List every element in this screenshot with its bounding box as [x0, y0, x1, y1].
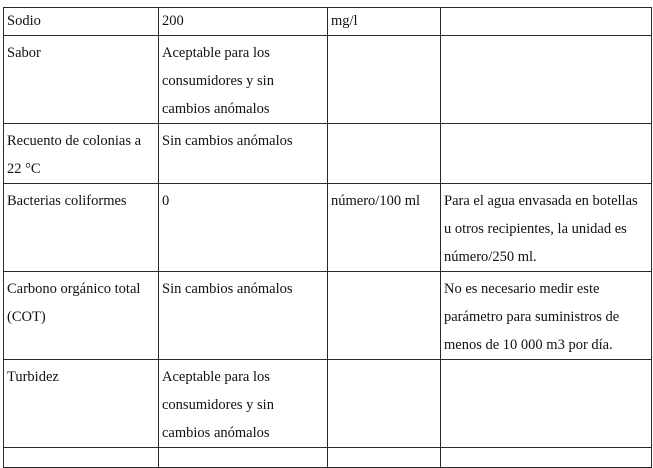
- value-cell: 0: [159, 184, 328, 272]
- unit-cell: [328, 360, 441, 448]
- parameter-cell: Turbidez: [4, 360, 159, 448]
- value-cell: Aceptable para los consumidores y sin cambios anómalos: [159, 36, 328, 124]
- value-cell: Sin cambios anómalos: [159, 272, 328, 360]
- table-row: [4, 448, 652, 468]
- note-cell: [441, 124, 652, 184]
- note-cell: No es necesario medir este parámetro para suministros de menos de 10 000 m3 por día.: [441, 272, 652, 360]
- parameter-cell: Sabor: [4, 36, 159, 124]
- table-row: [4, 272, 652, 360]
- unit-cell: [328, 124, 441, 184]
- parameter-cell: [4, 448, 159, 468]
- unit-cell: [328, 448, 441, 468]
- parameter-cell: Bacterias coliformes: [4, 184, 159, 272]
- table-row: [4, 184, 652, 272]
- parameter-cell: Sodio: [4, 8, 159, 36]
- unit-cell: [328, 272, 441, 360]
- note-cell: [441, 448, 652, 468]
- table-row: [4, 36, 652, 124]
- note-cell: [441, 360, 652, 448]
- unit-cell: mg/l: [328, 8, 441, 36]
- table-row: [4, 124, 652, 184]
- table-row: [4, 360, 652, 448]
- parameter-cell: Recuento de colonias a 22 °C: [4, 124, 159, 184]
- value-cell: Aceptable para los consumidores y sin cambios anómalos: [159, 360, 328, 448]
- unit-cell: [328, 36, 441, 124]
- unit-cell: número/100 ml: [328, 184, 441, 272]
- note-cell: [441, 8, 652, 36]
- note-cell: [441, 36, 652, 124]
- value-cell: Sin cambios anómalos: [159, 124, 328, 184]
- note-cell: Para el agua envasada en botellas u otros recipientes, la unidad es número/250 ml.: [441, 184, 652, 272]
- table-row: [4, 8, 652, 36]
- value-cell: [159, 448, 328, 468]
- parameters-table: [3, 7, 652, 468]
- parameter-cell: Carbono orgánico total (COT): [4, 272, 159, 360]
- value-cell: 200: [159, 8, 328, 36]
